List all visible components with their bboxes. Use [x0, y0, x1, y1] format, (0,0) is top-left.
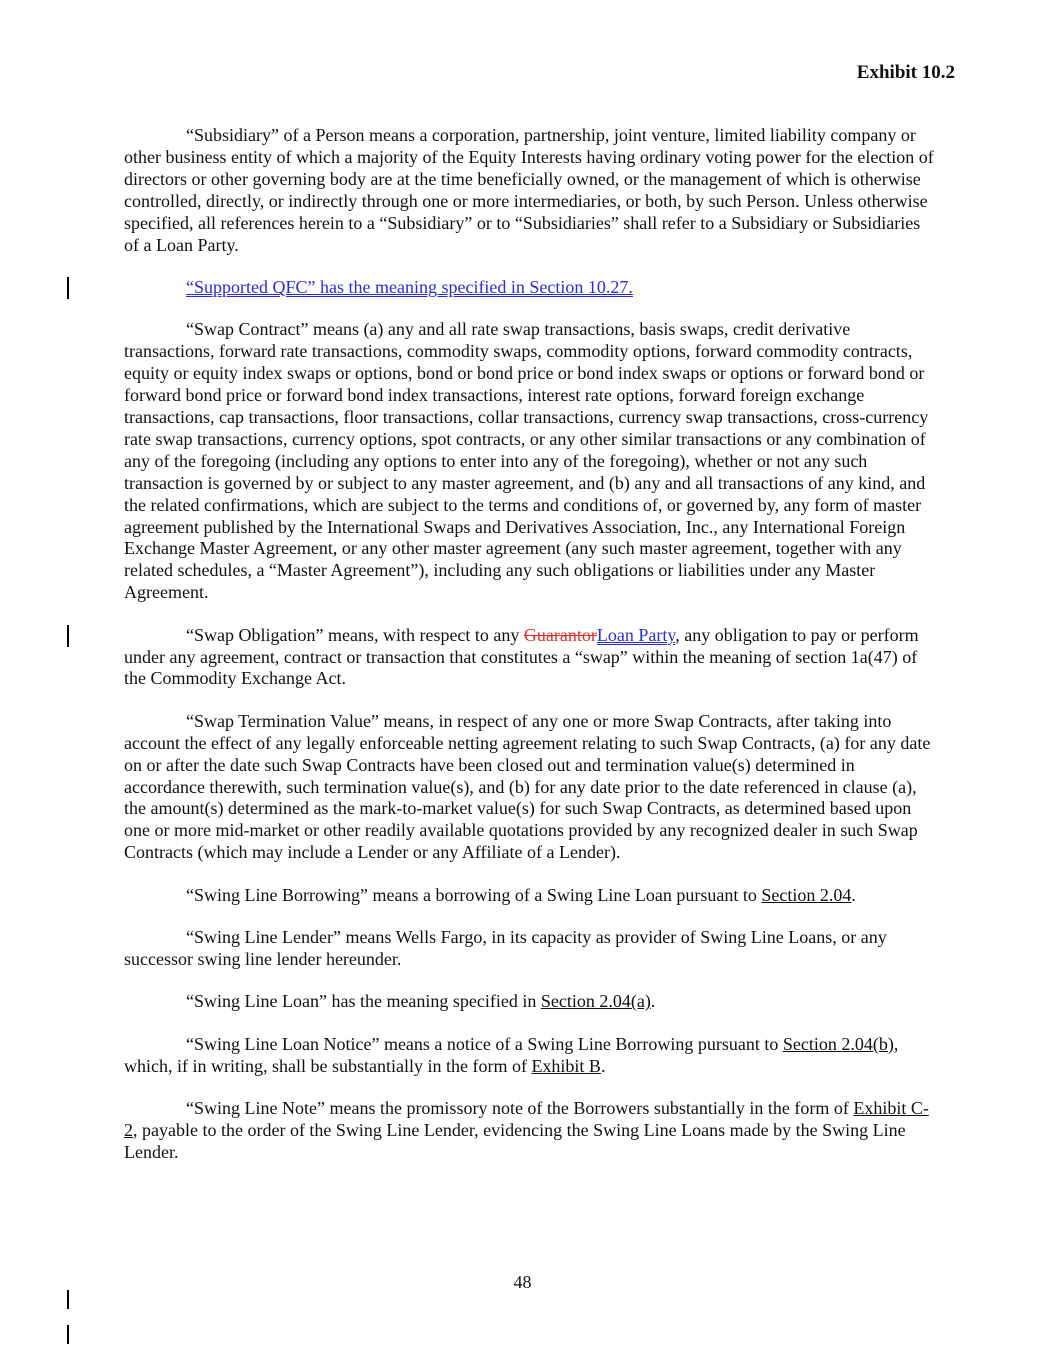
change-bar: [67, 625, 69, 647]
definition-text-before: “Swap Obligation” means, with respect to any: [186, 624, 524, 645]
definition-swing-line-note: [124, 1098, 936, 1164]
definition-text-before: “Swing Line Note” means the promissory note of the Borrowers substantially in the form of: [186, 1098, 854, 1119]
definition-text-after: , payable to the order of the Swing Line Lender, evidencing the Swing Line Loans made by the Swing Line Lender.: [124, 1120, 906, 1162]
definition-text-after: .: [650, 991, 656, 1012]
definition-swing-line-loan: [124, 991, 936, 1013]
section-link[interactable]: Section 2.04(b): [782, 1033, 894, 1054]
definition-swap-contract: [124, 319, 936, 604]
definition-text-middle: , which, if in writing, shall be substantially in the form of: [124, 1033, 899, 1076]
exhibit-link[interactable]: Exhibit B: [531, 1055, 601, 1076]
deleted-text[interactable]: Guarantor: [523, 624, 597, 645]
exhibit-label: Exhibit 10.2: [856, 62, 955, 83]
inserted-text[interactable]: Loan Party: [596, 624, 676, 645]
definition-swap-termination-value: [124, 711, 936, 864]
definition-text: “Swap Contract” means (a) any and all rate swap transactions, basis swaps, credit derivative transactions, forward rate transactions, commodity swaps, commodity options, forward commodity contracts, equity or equity index swaps or options, bond or bond price or bond index swaps or options or forward bond or forward bond price or forward bond index transactions, interest rate options, forward foreign exchange transactions, cap transactions, floor transactions, collar transactions, currency swap transactions, cross-currency rate swap transactions, currency options, spot contracts, or any other similar transactions or any combination of any of the foregoing (including any options to enter into any of the foregoing), whether or not any such transaction is governed by or subject to any master agreement, and (b) any and all transactions of any kind, and the related confirmations, which are subject to the terms and conditions of, or governed by, any form of master agreement published by the International Swaps and Derivatives Association, Inc., any International Foreign Exchange Master Agreement, or any other master agreement (any such master agreement, together with any related schedules, a “Master Agreement”), including any such obligations or liabilities under any Master Agreement.: [124, 319, 929, 603]
definition-text-after: , any obligation to pay or perform under any agreement, contract or transaction that constitutes a “swap” within the meaning of section 1a(47) of the Commodity Exchange Act.: [124, 624, 919, 689]
change-bar: [67, 1290, 69, 1309]
definition-text-before: “Swing Line Loan” has the meaning specified in: [186, 991, 541, 1012]
definition-text-before: “Swing Line Borrowing” means a borrowing of a Swing Line Loan pursuant to: [186, 884, 762, 905]
change-bar: [67, 1325, 69, 1344]
definition-swing-line-loan-notice: [124, 1034, 936, 1078]
definition-text-before: “Swing Line Loan Notice” means a notice of a Swing Line Borrowing pursuant to: [186, 1033, 783, 1054]
definition-text: “Subsidiary” of a Person means a corporation, partnership, joint venture, limited liability company or other business entity of which a majority of the Equity Interests having ordinary voting power for the election of directors or other governing body are at the time beneficially owned, or the management of which is otherwise controlled, directly, or indirectly through one or more intermediaries, or both, by such Person. Unless otherwise specified, all references herein to a “Subsidiary” or to “Subsidiaries” shall refer to a Subsidiary or Subsidiaries of a Loan Party.: [124, 125, 934, 255]
definition-swap-obligation: [124, 625, 936, 691]
definition-text-after: .: [600, 1055, 606, 1076]
definition-swing-line-lender: [124, 927, 936, 971]
inserted-text[interactable]: “Supported QFC” has the meaning specified in Section 10.27.: [186, 276, 633, 297]
page-number: 48: [513, 1272, 532, 1292]
definition-subsidiary: [124, 125, 936, 256]
section-link[interactable]: Section 2.04: [761, 884, 852, 905]
exhibit-link[interactable]: Exhibit C-2: [124, 1098, 929, 1141]
change-bar: [67, 277, 69, 299]
document-body: [124, 125, 936, 1184]
definition-text: “Swap Termination Value” means, in respect of any one or more Swap Contracts, after taking into account the effect of any legally enforceable netting agreement relating to such Swap Contracts, (a) for any date on or after the date such Swap Contracts have been closed out and termination value(s) determined in accordance therewith, such termination value(s), and (b) for any date prior to the date referenced in clause (a), the amount(s) determined as the mark-to-market value(s) for such Swap Contracts, as determined based upon one or more mid-market or other readily available quotations provided by any recognized dealer in such Swap Contracts (which may include a Lender or any Affiliate of a Lender).: [124, 710, 931, 863]
definition-swing-line-borrowing: [124, 885, 936, 907]
definition-text-after: .: [851, 884, 856, 905]
section-link[interactable]: Section 2.04(a): [540, 991, 651, 1012]
definition-supported-qfc: [124, 277, 936, 299]
definition-text: “Swing Line Lender” means Wells Fargo, in its capacity as provider of Swing Line Loans, or any successor swing line lender hereunder.: [124, 927, 887, 969]
